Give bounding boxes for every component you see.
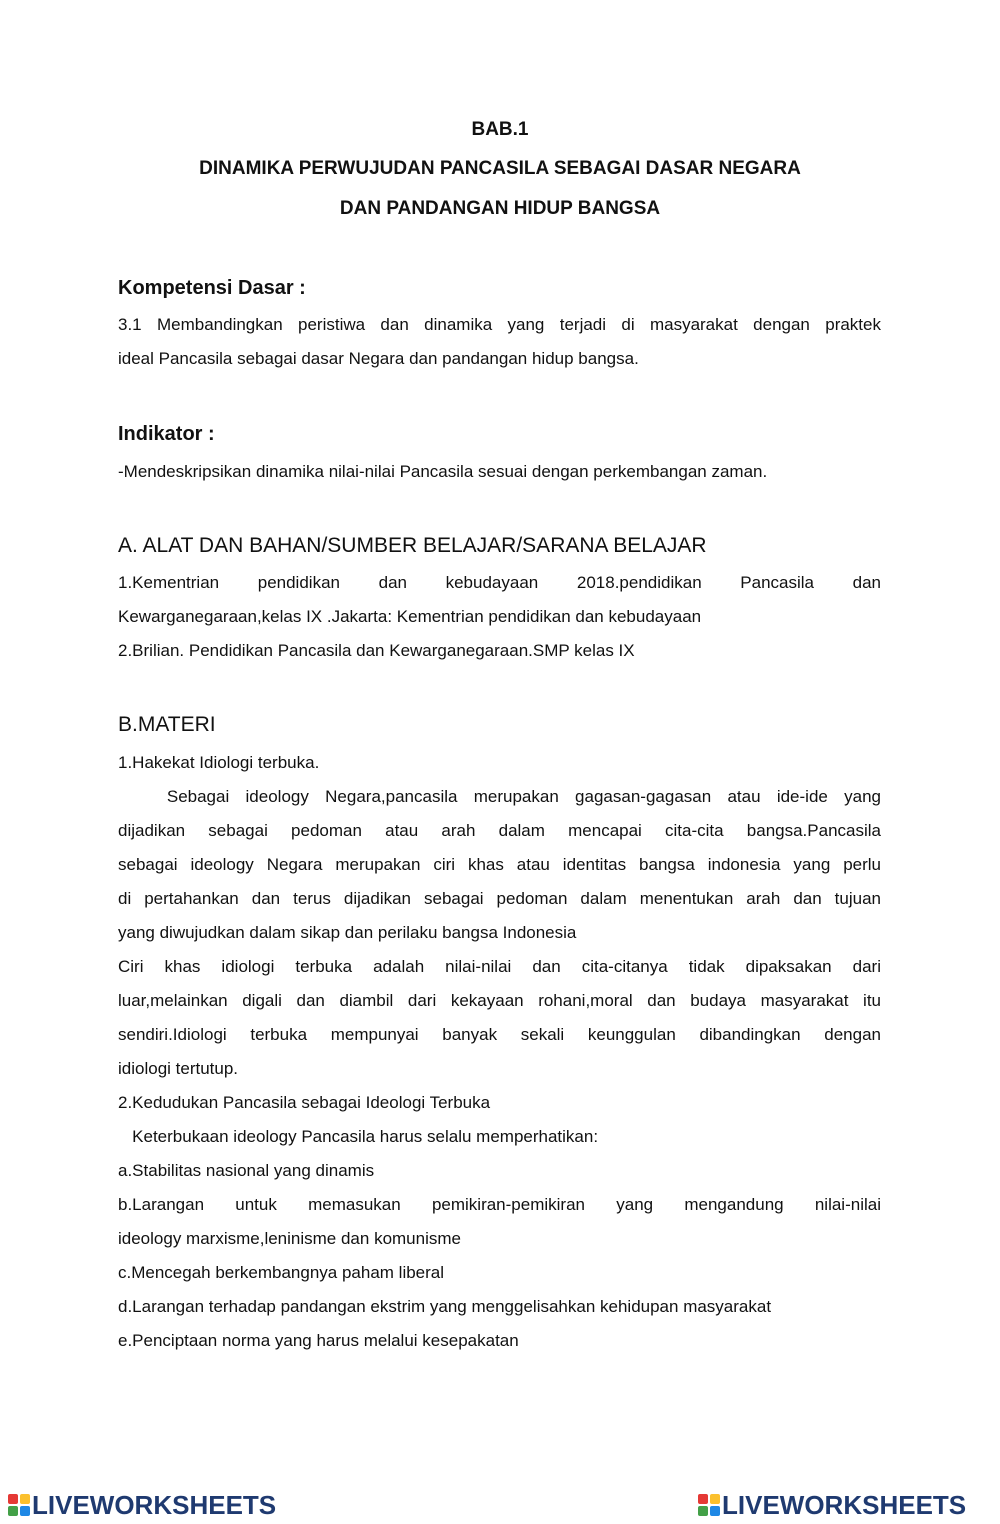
liveworksheets-logo-mark-icon (698, 1494, 720, 1516)
section-a-line-3: 2.Brilian. Pendidikan Pancasila dan Kewarganegaraan.SMP kelas IX (118, 641, 635, 660)
materi-line-5: di pertahankan dan terus dijadikan sebagai pedoman dalam menentukan arah dan tujuan (118, 889, 881, 908)
materi-line-9: sendiri.Idiologi terbuka mempunyai banyak sekali keunggulan dibandingkan dengan (118, 1025, 881, 1044)
logo-text-right: LIVEWORKSHEETS (722, 1490, 967, 1520)
materi-line-6: yang diwujudkan dalam sikap dan perilaku bangsa Indonesia (118, 923, 577, 942)
materi-line-16: c.Mencegah berkembangnya paham liberal (118, 1263, 445, 1282)
liveworksheets-logo-right (698, 1490, 966, 1520)
materi-line-3: dijadikan sebagai pedoman atau arah dalam mencapai cita-cita bangsa.Pancasila (118, 821, 881, 840)
materi-line-12: Keterbukaan ideology Pancasila harus selalu memperhatikan: (118, 1127, 599, 1146)
kompetensi-heading: Kompetensi Dasar : (118, 277, 306, 299)
materi-line-7: Ciri khas idiologi terbuka adalah nilai-nilai dan cita-citanya tidak dipaksakan dari (118, 957, 881, 976)
materi-line-17: d.Larangan terhadap pandangan ekstrim yang menggelisahkan kehidupan masyarakat (118, 1297, 772, 1316)
section-a-line-2: Kewarganegaraan,kelas IX .Jakarta: Kementrian pendidikan dan kebudayaan (118, 607, 702, 626)
materi-line-1: 1.Hakekat Idiologi terbuka. (118, 753, 320, 772)
kompetensi-line-2: ideal Pancasila sebagai dasar Negara dan pandangan hidup bangsa. (118, 349, 639, 368)
materi-line-15: ideology marxisme,leninisme dan komunisme (118, 1229, 461, 1248)
title-line-2: DAN PANDANGAN HIDUP BANGSA (339, 198, 661, 219)
kompetensi-line-1: 3.1 Membandingkan peristiwa dan dinamika yang terjadi di masyarakat dengan praktek (118, 315, 881, 334)
title-line-1: DINAMIKA PERWUJUDAN PANCASILA SEBAGAI DASAR NEGARA (199, 158, 801, 179)
section-a-heading: A. ALAT DAN BAHAN/SUMBER BELAJAR/SARANA BELAJAR (118, 534, 707, 557)
chapter-label: BAB.1 (471, 119, 529, 140)
indikator-heading: Indikator : (118, 423, 215, 445)
materi-line-4: sebagai ideology Negara merupakan ciri khas atau identitas bangsa indonesia yang perlu (118, 855, 881, 874)
section-b-heading: B.MATERI (118, 713, 216, 736)
indikator-line-1: -Mendeskripsikan dinamika nilai-nilai Pancasila sesuai dengan perkembangan zaman. (118, 462, 768, 481)
liveworksheets-logo-mark-icon (8, 1494, 30, 1516)
section-a-line-1: 1.Kementrian pendidikan dan kebudayaan 2018.pendidikan Pancasila dan (118, 573, 881, 592)
materi-line-11: 2.Kedudukan Pancasila sebagai Ideologi Terbuka (118, 1093, 491, 1112)
logo-text-left: LIVEWORKSHEETS (32, 1490, 277, 1520)
materi-line-13: a.Stabilitas nasional yang dinamis (118, 1161, 375, 1180)
materi-line-2: Sebagai ideology Negara,pancasila merupakan gagasan-gagasan atau ide-ide yang (118, 787, 882, 806)
materi-line-14: b.Larangan untuk memasukan pemikiran-pemikiran yang mengandung nilai-nilai (118, 1195, 881, 1214)
materi-line-18: e.Penciptaan norma yang harus melalui kesepakatan (118, 1331, 519, 1350)
materi-line-8: luar,melainkan digali dan diambil dari kekayaan rohani,moral dan budaya masyarakat itu (118, 991, 881, 1010)
materi-line-10: idiologi tertutup. (118, 1059, 239, 1078)
liveworksheets-logo-left (8, 1490, 276, 1520)
